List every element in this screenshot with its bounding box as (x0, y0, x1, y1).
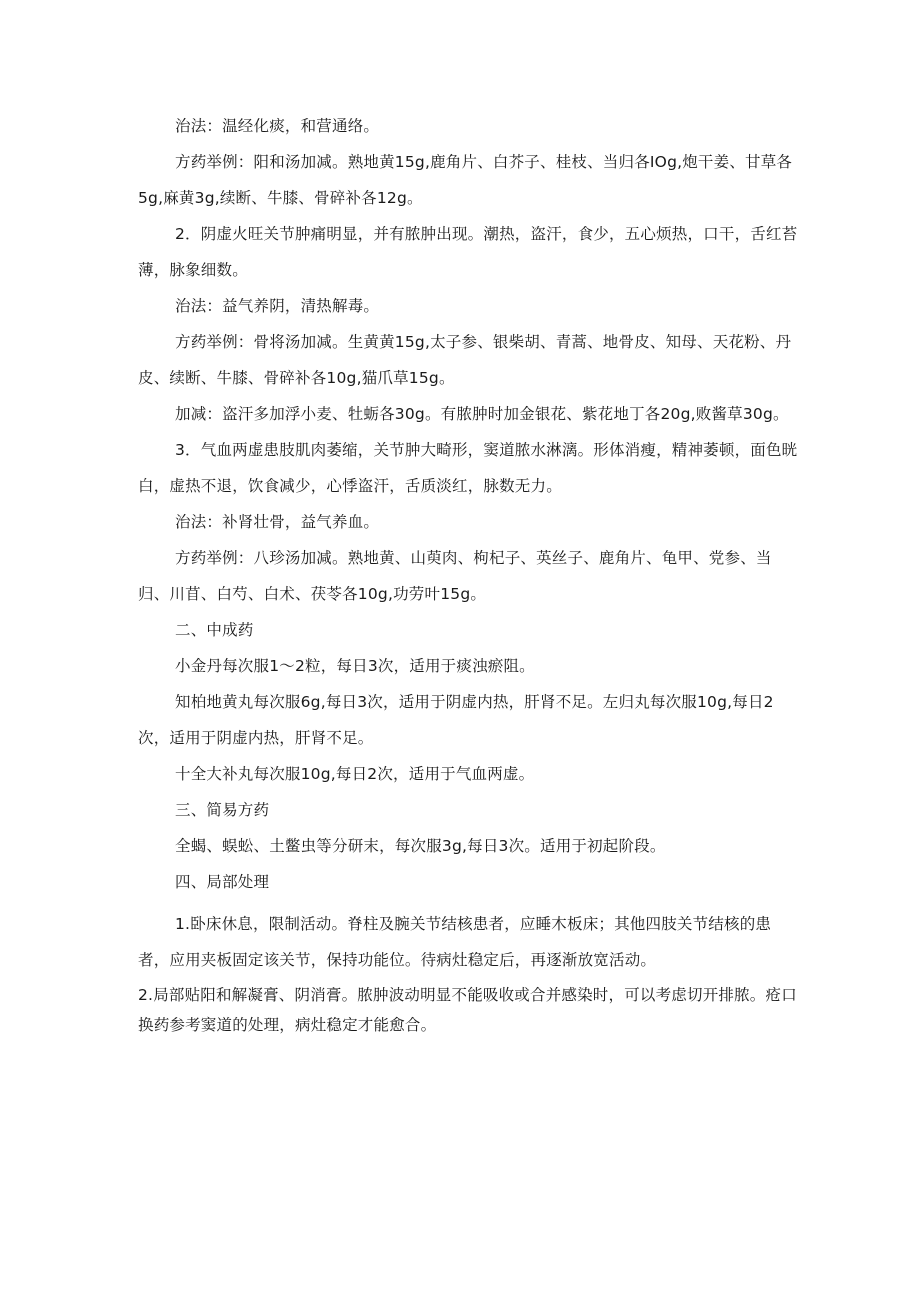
treatment-paragraph-3: 治法：补肾壮骨，益气养血。 (175, 513, 380, 531)
syndrome-paragraph-2: 2．阴虚火旺关节肿痛明显，并有脓肿出现。潮热，盗汗，食少，五心烦热，口干，舌红苔薄，脉象细数。 (138, 225, 798, 279)
section-heading-local-treatment: 四、局部处理 (175, 873, 270, 891)
modification-paragraph: 加减：盗汗多加浮小麦、牡蛎各30g。有脓肿时加金银花、紫花地丁各20g,败酱草30g。 (175, 405, 789, 423)
prescription-paragraph-2: 方药举例：骨将汤加减。生黄黄15g,太子参、银柴胡、青蒿、地骨皮、知母、天花粉、丹皮、续断、牛膝、骨碎补各10g,猫爪草15g。 (138, 333, 792, 387)
local-treatment-item-2: 2.局部贴阳和解凝膏、阴消膏。脓肿波动明显不能吸收或合并感染时，可以考虑切开排脓。疮口换药参考窦道的处理，病灶稳定才能愈合。 (138, 986, 797, 1034)
local-treatment-item-1: 1.卧床休息，限制活动。脊柱及腕关节结核患者，应睡木板床；其他四肢关节结核的患者，应用夹板固定该关节，保持功能位。待病灶稳定后，再逐渐放宽活动。 (138, 915, 772, 969)
section-heading-simple-prescription: 三、简易方药 (175, 801, 270, 819)
prescription-paragraph-1: 方药举例：阳和汤加减。熟地黄15g,鹿角片、白芥子、桂枝、当归各IOg,炮干姜、甘草各5g,麻黄3g,续断、牛膝、骨碎补各12g。 (138, 153, 793, 207)
section-heading-patent-medicine: 二、中成药 (175, 621, 254, 639)
patent-medicine-paragraph-2: 知柏地黄丸每次服6g,每日3次，适用于阴虚内热，肝肾不足。左归丸每次服10g,每日2次，适用于阴虚内热，肝肾不足。 (138, 693, 774, 747)
document-body (138, 108, 798, 1040)
patent-medicine-paragraph-3: 十全大补丸每次服10g,每日2次，适用于气血两虚。 (175, 765, 535, 783)
syndrome-paragraph-3: 3．气血两虚患肢肌肉萎缩，关节肿大畸形，窦道脓水淋漓。形体消瘦，精神萎顿，面色晄白，虚热不退，饮食减少，心悸盗汗，舌质淡红，脉数无力。 (138, 441, 798, 495)
simple-prescription-paragraph: 全蝎、蜈蚣、土鳖虫等分研末，每次服3g,每日3次。适用于初起阶段。 (175, 837, 666, 855)
patent-medicine-paragraph-1: 小金丹每次服1～2粒，每日3次，适用于痰浊瘀阻。 (175, 657, 535, 675)
treatment-paragraph-2: 治法：益气养阴，清热解毒。 (175, 297, 380, 315)
prescription-paragraph-3: 方药举例：八珍汤加减。熟地黄、山萸肉、枸杞子、英丝子、鹿角片、龟甲、党参、当归、川苜、白芍、白术、茯苓各10g,功劳叶15g。 (138, 549, 772, 603)
treatment-paragraph-1: 治法：温经化痰，和营通络。 (175, 117, 380, 135)
